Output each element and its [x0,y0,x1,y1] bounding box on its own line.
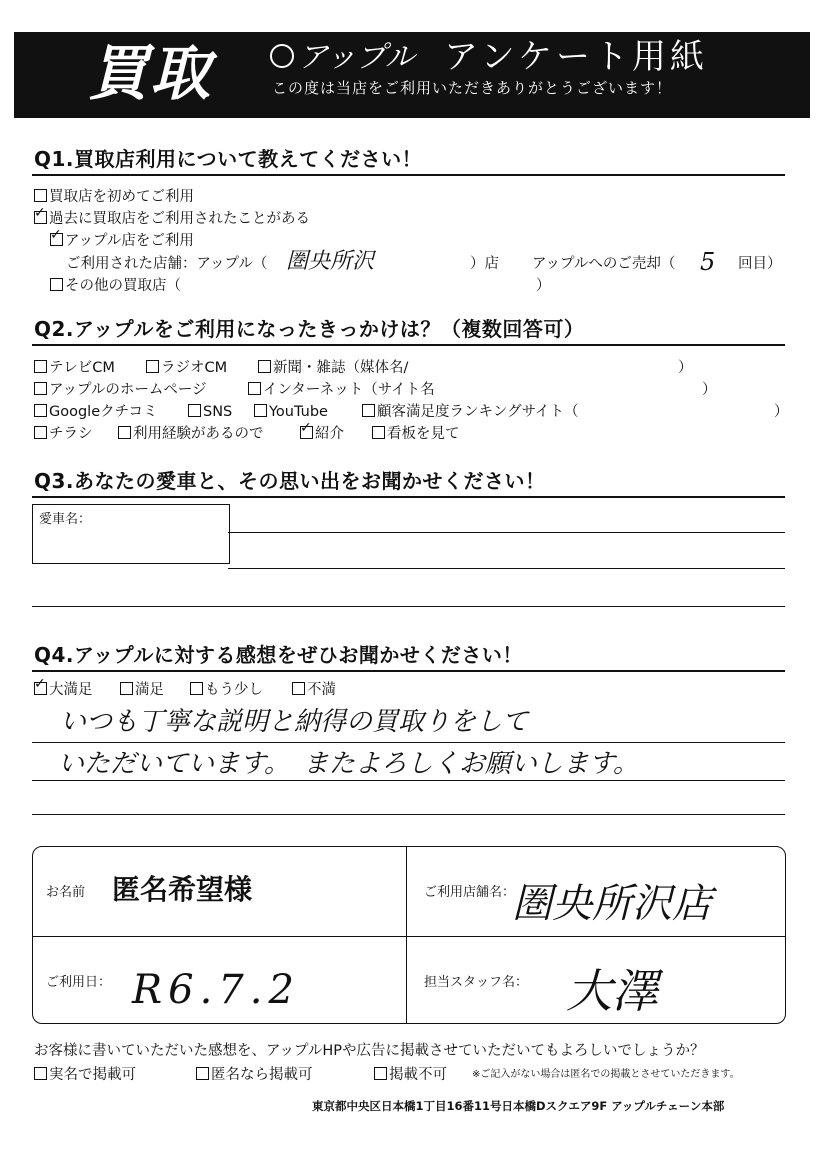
q2-internet-close: ） [702,382,717,398]
q4-satisfied-label: 満足 [135,682,164,698]
q4-option-dissatisfied[interactable] [292,680,336,700]
checkbox-referral[interactable] [300,426,313,439]
q2-flyer-label: チラシ [49,426,93,442]
q3-line-1[interactable] [228,532,785,533]
q2-youtube-label: YouTube [269,404,328,420]
q2-option-experience[interactable] [118,424,264,444]
q3-line-2[interactable] [228,568,785,569]
q4-title: Q4.アップルに対する感想をぜひお聞かせください！ [34,643,523,667]
checkbox-little-more[interactable] [190,682,203,695]
real-name-label: 実名で掲載可 [49,1067,136,1083]
q1-count-value[interactable]: 5 [700,248,716,276]
q3-line-3[interactable] [32,606,785,607]
kaitori-logo: 買取 [88,39,212,109]
q1-option-other-store[interactable] [50,276,181,296]
q2-option-referral[interactable] [300,424,344,444]
q1-option-first-time[interactable] [34,187,194,207]
name-label: お名前 [46,885,86,900]
q4-very-satisfied-label: 大満足 [49,682,93,698]
q3-divider [32,496,785,498]
q2-ranking-label: 顧客満足度ランキングサイト（ [377,404,579,420]
checkbox-sns[interactable] [188,404,201,417]
q1-count-suffix: 回目） [738,256,782,272]
q2-sns-label: SNS [203,404,233,420]
q4-line-2 [32,780,785,781]
publish-question: お客様に書いていただいた感想を、アップルHPや広告に掲載させていただいてもよろしいでしょうか？ [34,1043,705,1059]
brand-name: アップル [298,40,415,75]
q2-option-youtube[interactable] [254,402,328,422]
checkbox-homepage[interactable] [34,382,47,395]
name-value[interactable]: 匿名希望様 [112,873,253,906]
q4-comment-line-2[interactable]: いただいています。 またよろしくお願いします。 [58,749,639,779]
q2-option-sns[interactable] [188,402,232,422]
q4-option-very-satisfied[interactable] [34,680,93,700]
q4-divider [32,670,785,672]
q2-google-label: Googleクチコミ [49,404,158,420]
q4-little-more-label: もう少し [205,682,263,698]
form-title: アンケート用紙 [444,37,708,77]
checkbox-internet[interactable] [248,382,261,395]
publish-option-not-allowed[interactable] [374,1064,447,1086]
checkbox-tvcm[interactable] [34,360,47,373]
q2-tvcm-label: テレビCM [49,360,115,376]
checkbox-radiocm[interactable] [146,360,159,373]
q2-newspaper-close: ） [678,360,693,376]
date-value[interactable]: R6.7.2 [132,967,300,1013]
q2-internet-label: インターネット（サイト名 [263,382,435,398]
checkbox-very-satisfied[interactable] [34,682,47,695]
q2-option-homepage[interactable] [34,380,207,400]
q4-dissatisfied-label: 不満 [307,682,336,698]
q2-option-internet[interactable] [248,380,435,400]
brand-logo [270,38,415,78]
q1-store-suffix: ）店 [470,256,499,272]
header-banner [14,32,810,118]
checkbox-youtube[interactable] [254,404,267,417]
checkbox-signboard[interactable] [372,426,385,439]
car-name-box[interactable] [32,504,230,564]
q1-used-before-label: 過去に買取店をご利用されたことがある [49,211,310,227]
staff-name-label: 担当スタッフ名： [424,975,529,990]
q2-divider [32,344,785,346]
q1-option-apple-store[interactable] [50,231,194,251]
q2-title: Q2.アップルをご利用になったきっかけは？（複数回答可） [34,317,585,341]
store-name-value[interactable]: 圏央所沢店 [512,881,712,927]
checkbox-real-name[interactable] [34,1067,47,1080]
q2-ranking-close: ） [774,404,789,420]
checkbox-other-store[interactable] [50,278,63,291]
q4-option-satisfied[interactable] [120,680,164,700]
publish-option-real-name[interactable] [34,1064,136,1086]
q1-divider [32,174,785,176]
q2-option-google[interactable] [34,402,158,422]
checkbox-apple-store[interactable] [50,233,63,246]
brand-circle-icon [270,44,294,68]
checkbox-newspaper[interactable] [258,360,271,373]
q2-signboard-label: 看板を見て [387,426,460,442]
info-horizontal-divider [32,936,786,937]
store-name-label: ご利用店舗名： [424,885,516,900]
q2-newspaper-label: 新聞・雑誌（媒体名/ [273,360,409,376]
company-address: 東京都中央区日本橋1丁目16番11号日本橋Dスクエア9F アップルチェーン本部 [312,1099,725,1113]
anonymous-label: 匿名なら掲載可 [211,1067,313,1083]
q2-radiocm-label: ラジオCM [161,360,228,376]
checkbox-ranking[interactable] [362,404,375,417]
q2-experience-label: 利用経験があるので [133,426,264,442]
checkbox-used-before[interactable] [34,211,47,224]
q1-store-used-value[interactable]: 圏央所沢 [286,249,375,274]
publish-option-anonymous[interactable] [196,1064,313,1086]
checkbox-google[interactable] [34,404,47,417]
form-subtitle: この度は当店をご利用いただきありがとうございます！ [272,79,673,97]
checkbox-anonymous[interactable] [196,1067,209,1080]
q1-title: Q1.買取店利用について教えてください！ [34,147,423,171]
q1-store-used-label: ご利用された店舗：アップル（ [66,256,268,272]
q2-option-tvcm[interactable] [34,358,115,378]
info-vertical-divider [406,846,407,1024]
checkbox-dissatisfied[interactable] [292,682,305,695]
q4-comment-line-1[interactable]: いつも丁寧な説明と納得の買取りをして [60,707,529,737]
q1-other-close: ） [536,278,551,294]
q3-title: Q3.あなたの愛車と、その思い出をお聞かせください！ [34,469,546,493]
q2-option-radiocm[interactable] [146,358,227,378]
staff-name-value[interactable]: 大澤 [566,964,658,1018]
date-label: ご利用日： [46,975,112,990]
q4-option-little-more[interactable] [190,680,263,700]
q2-option-newspaper[interactable] [258,358,408,378]
checkbox-not-allowed[interactable] [374,1067,387,1080]
q1-other-store-label: その他の買取店（ [65,278,181,294]
q1-option-used-before[interactable] [34,209,310,229]
not-allowed-label: 掲載不可 [389,1067,447,1083]
car-name-label: 愛車名： [39,512,92,527]
q4-line-1 [32,742,785,743]
checkbox-flyer[interactable] [34,426,47,439]
q2-homepage-label: アップルのホームページ [49,382,207,398]
q1-count-label: アップルへのご売却（ [532,256,676,272]
checkbox-satisfied[interactable] [120,682,133,695]
q4-line-3 [32,814,785,815]
q2-option-signboard[interactable] [372,424,460,444]
publish-note: ※ご記入がない場合は匿名での掲載とさせていただきます。 [472,1069,740,1080]
q1-first-time-label: 買取店を初めてご利用 [49,189,194,205]
checkbox-experience[interactable] [118,426,131,439]
q2-referral-label: 紹介 [315,426,344,442]
q1-apple-store-label: アップル店をご利用 [65,233,194,249]
q2-option-flyer[interactable] [34,424,93,444]
checkbox-first-time[interactable] [34,189,47,202]
q2-option-ranking[interactable] [362,402,579,422]
